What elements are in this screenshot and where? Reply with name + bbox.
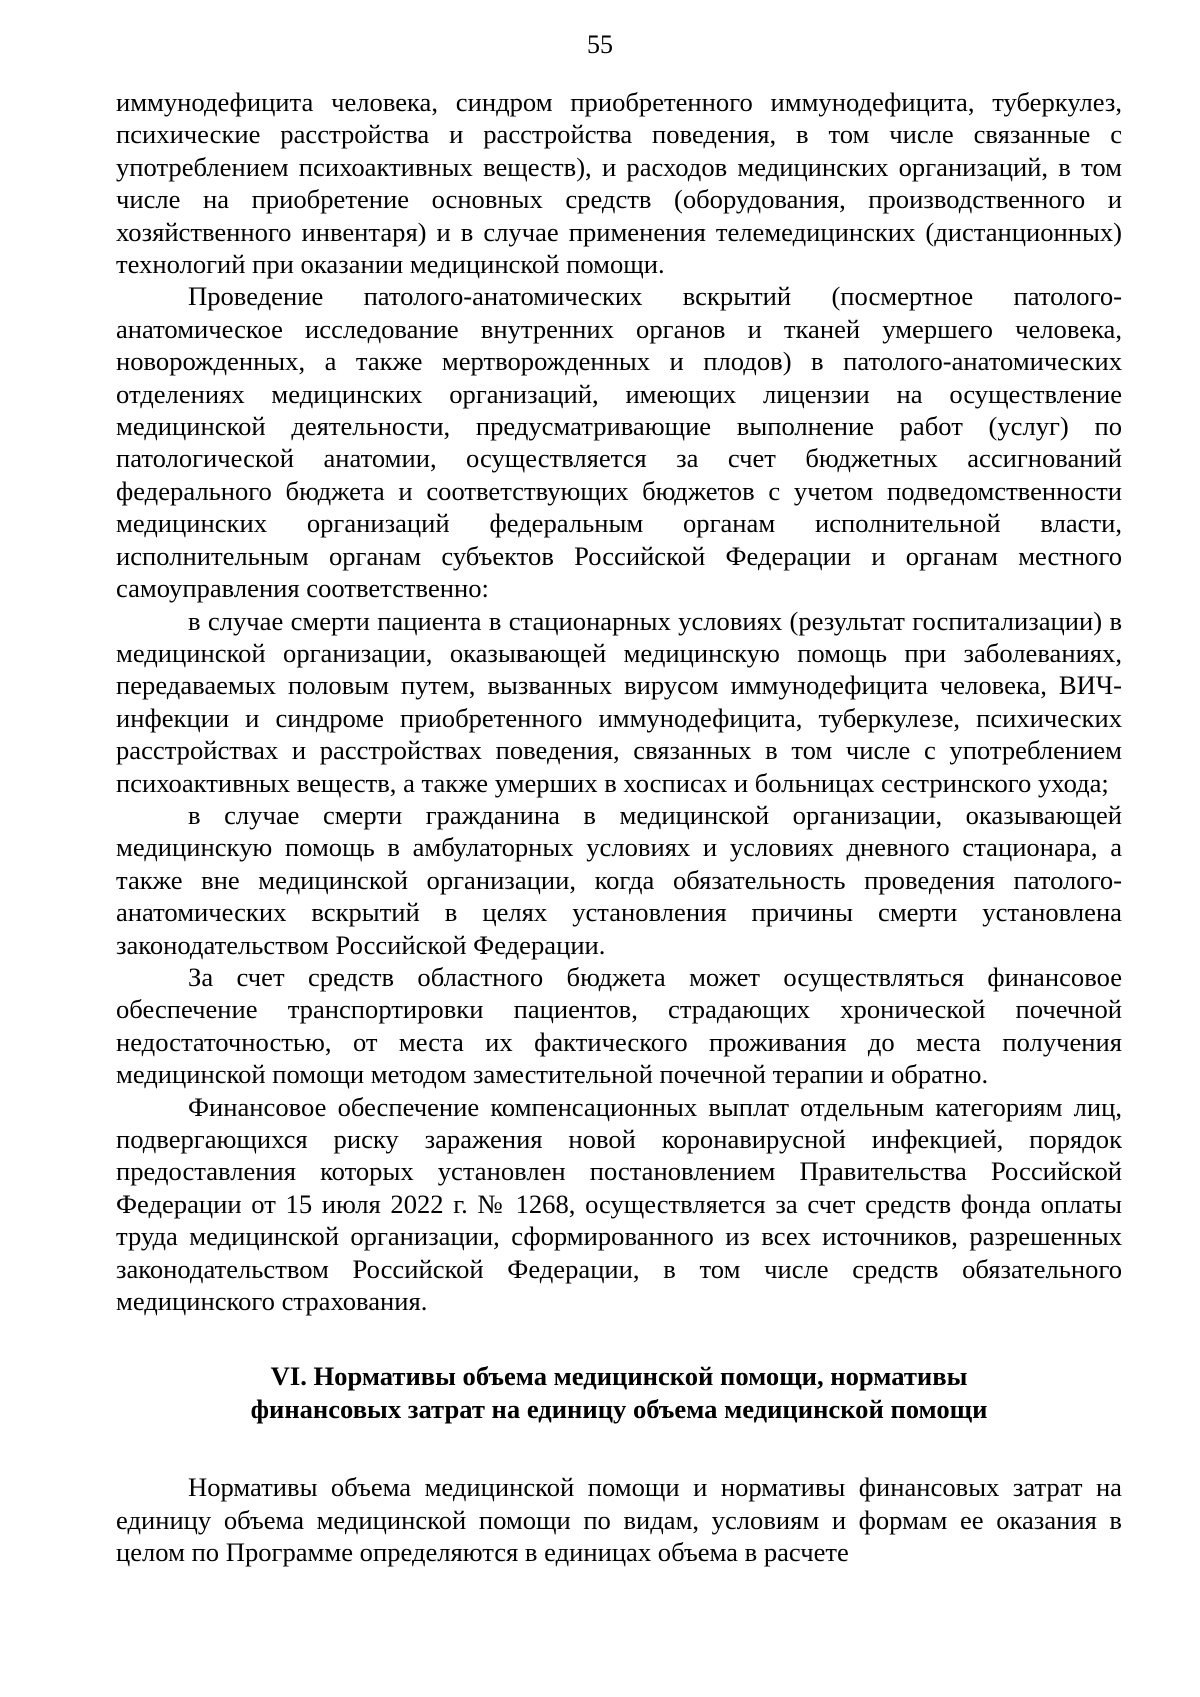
section-heading-line-1: VI. Нормативы объема медицинской помощи, нормативы bbox=[270, 1361, 968, 1392]
paragraph-case-inpatient-death: в случае смерти пациента в стационарных условиях (результат госпитализации) в медицинской организации, оказывающей медицинскую помощь при заболеваниях, передаваемых половым путем, вызванных вирусом иммунодефицита человека, ВИЧ-инфекции и синдроме приобретенного иммунодефицита, туберкулезе, психических расстройствах и расстройствах поведения, связанных в том числе с употреблением психоактивных веществ, а также умерших в хосписах и больницах сестринского ухода; bbox=[116, 605, 1122, 798]
document-body bbox=[116, 86, 1122, 1568]
section-heading bbox=[116, 1360, 1122, 1425]
paragraph-continuation: иммунодефицита человека, синдром приобретенного иммунодефицита, туберкулез, психические расстройства и расстройства поведения, в том числе связанные с употреблением психоактивных веществ), и расходов медицинских организаций, в том числе на приобретение основных средств (оборудования, производственного и хозяйственного инвентаря) и в случае применения телемедицинских (дистанционных) технологий при оказании медицинской помощи. bbox=[116, 87, 1122, 280]
paragraph-regional-budget-transport: За счет средств областного бюджета может осуществляться финансовое обеспечение транспортировки пациентов, страдающих хронической почечной недостаточностью, от места их фактического проживания до места получения медицинской помощи методом заместительной почечной терапии и обратно. bbox=[116, 961, 1122, 1090]
paragraph-case-outpatient-death: в случае смерти гражданина в медицинской организации, оказывающей медицинскую помощь в амбулаторных условиях и условиях дневного стационара, а также вне медицинской организации, когда обязательность проведения патолого-анатомических вскрытий в целях установления причины смерти установлена законодательством Российской Федерации. bbox=[116, 799, 1122, 960]
paragraph-section-intro: Нормативы объема медицинской помощи и нормативы финансовых затрат на единицу объема медицинской помощи по видам, условиям и формам ее оказания в целом по Программе определяются в единицах объема в расчете bbox=[116, 1472, 1122, 1568]
section-heading-line-2: финансовых затрат на единицу объема медицинской помощи bbox=[250, 1393, 988, 1424]
paragraph-autopsy-funding: Проведение патолого-анатомических вскрытий (посмертное патолого-анатомическое исследование внутренних органов и тканей умершего человека, новорожденных, а также мертворожденных и плодов) в патолого-анатомических отделениях медицинских организаций, имеющих лицензии на осуществление медицинской деятельности, предусматривающие выполнение работ (услуг) по патологической анатомии, осуществляется за счет бюджетных ассигнований федерального бюджета и соответствующих бюджетов с учетом подведомственности медицинских организаций федеральным органам исполнительной власти, исполнительным органам субъектов Российской Федерации и органам местного самоуправления соответственно: bbox=[116, 281, 1122, 604]
page-number: 55 bbox=[587, 30, 613, 59]
paragraph-compensation-payments: Финансовое обеспечение компенсационных выплат отдельным категориям лиц, подвергающихся риску заражения новой коронавирусной инфекцией, порядок предоставления которых установлен постановлением Правительства Российской Федерации от 15 июля 2022 г. № 1268, осуществляется за счет средств фонда оплаты труда медицинской организации, сформированного из всех источников, разрешенных законодательством Российской Федерации, в том числе средств обязательного медицинского страхования. bbox=[116, 1091, 1122, 1317]
